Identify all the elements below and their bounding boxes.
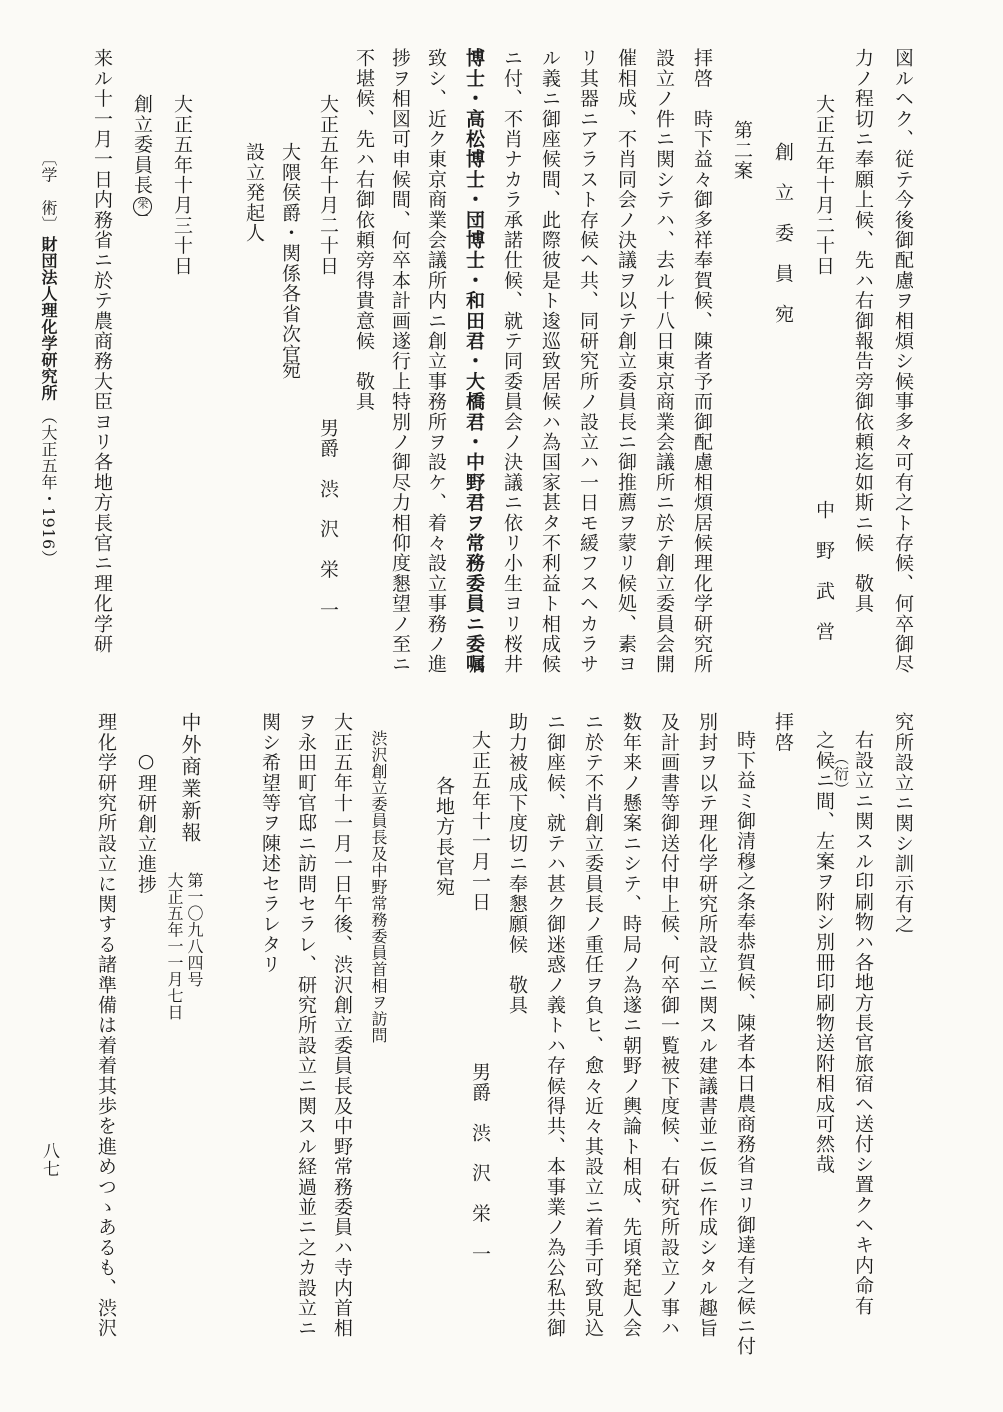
upper-col-17-to: 宛 xyxy=(279,360,301,381)
seal-mark: 栄一 xyxy=(133,197,152,216)
upper-col-10: ル義ニ御座候間、此際彼是ト逡巡致居候ハ為国家甚タ不利益ト相成候 xyxy=(539,48,561,675)
upper-col-3-signature: 中 野 武 営 xyxy=(813,500,835,642)
upper-col-17-recipients: 大隈侯爵・関係各省次官 xyxy=(279,142,301,365)
lower-col-5: 時下益ミ御清穆之条奉恭賀候、陳者本日農商務省ヨリ御達有之候ニ付 xyxy=(734,730,756,1357)
lower-col-6: 別封ヲ以テ理化学研究所設立ニ関スル建議書並ニ仮ニ作成シタル趣旨 xyxy=(696,712,718,1339)
lower-col-16: ヲ永田町官邸ニ訪問セラレ、研究所設立ニ関スル経過並ニ之カ設立ニ xyxy=(295,712,317,1339)
lower-col-19-article-title: ○理研創立進捗 xyxy=(135,750,157,895)
upper-col-16-signature: 男爵 渋 沢 栄 一 xyxy=(317,418,339,620)
lower-col-3-note: （衍） xyxy=(832,750,850,797)
upper-col-11: ニ付、不肖ナカラ承諾仕候、就テ同委員会ノ決議ニ依リ小生ヨリ桜井 xyxy=(501,48,523,675)
upper-col-15: 不堪候、先ハ右御依頼旁得貴意候 敬具 xyxy=(353,48,375,412)
lower-col-20: 理化学研究所設立に関する諸準備は着着其歩を進めつゝあるも、渋沢 xyxy=(95,712,117,1339)
lower-col-7: 及計画書等御送付申上候、何卒御一覧被下度候、右研究所設立ノ事ハ xyxy=(658,712,680,1339)
upper-col-9: リ其器ニアラスト存候ヘ共、同研究所ノ設立ハ一日モ緩フスヘカラサ xyxy=(577,48,599,675)
chairman-title: 創立委員長 xyxy=(131,94,153,195)
upper-col-2: 力ノ程切ニ奉願上候、先ハ右御報告旁御依頼迄如斯ニ候 敬具 xyxy=(852,48,874,614)
upper-col-1: 図ルヘク、従テ今後御配慮ヲ相煩シ候事多々可有之ト存候、何卒御尽 xyxy=(892,48,914,675)
lower-col-17: 関シ希望等ヲ陳述セラレタリ xyxy=(259,712,281,975)
upper-col-6: 拝啓 時下益々御多祥奉賀候、陳者予而御配慮相煩居候理化学研究所 xyxy=(691,48,713,675)
lower-col-11: 助力被成下度切ニ奉懇願候 敬具 xyxy=(506,712,528,1015)
newspaper-name: 中外商業新報 xyxy=(178,712,202,844)
upper-col-16-date: 大正五年十月二十日 xyxy=(317,94,339,276)
upper-col-18: 設立発起人 xyxy=(243,142,265,243)
upper-col-21: 来ル十一月一日内務省ニ於テ農商務大臣ヨリ各地方長官ニ理化学研 xyxy=(91,48,113,654)
lower-col-12-signature: 男爵 渋 沢 栄 一 xyxy=(469,1062,491,1264)
page-number: 八七 xyxy=(39,1142,59,1179)
upper-col-20-title xyxy=(131,94,153,223)
lower-col-14-heading: 渋沢創立委員長及中野常務委員首相ヲ訪問 xyxy=(369,730,388,1044)
upper-col-12: 博士・高松博士・団博士・和田君・大橋君・中野君ヲ常務委員ニ委嘱 xyxy=(463,48,485,675)
upper-col-4-addressee: 創 立 委 員 宛 xyxy=(772,142,794,324)
upper-col-8: 催相成、不肖同会ノ決議ヲ以テ創立委員長ニ御推薦ヲ蒙リ候処、素ヨ xyxy=(615,48,637,675)
lower-col-13-addressee: 各地方長官宛 xyxy=(433,776,455,898)
upper-col-7: 設立ノ件ニ関シテハ、去ル十八日東京商業会議所ニ於テ創立委員会開 xyxy=(653,48,675,675)
lower-col-10: ニ御座候、就テハ甚ク御迷惑ノ義トハ存候得共、本事業ノ為公私共御 xyxy=(544,712,566,1339)
lower-col-1: 究所設立ニ関シ訓示有之 xyxy=(892,712,914,935)
lower-col-3: 之候ニ間、左案ヲ附シ別冊印刷物送附相成可然哉 xyxy=(813,730,835,1175)
lower-col-15: 大正五年十一月一日午後、渋沢創立委員長及中野常務委員ハ寺内首相 xyxy=(331,712,353,1339)
footer-org: 財団法人理化学研究所 xyxy=(39,236,58,401)
lower-col-9: ニ於テ不肖創立委員長ノ重任ヲ負ヒ、愈々近々其設立ニ着手可致見込 xyxy=(582,712,604,1339)
footer-era: （大正五年・1916） xyxy=(39,408,58,567)
upper-col-19-date: 大正五年十月三十日 xyxy=(171,94,193,276)
upper-col-5-draft-label: 第二案 xyxy=(731,120,753,181)
lower-col-4: 拝啓 xyxy=(772,712,794,753)
lower-col-2: 右設立ニ関スル印刷物ハ各地方長官旅宿ヘ送付シ置クヘキ内命有 xyxy=(852,730,874,1316)
lower-col-8: 数年来ノ懸案ニシテ、時局ノ為遂ニ朝野ノ輿論ト相成、先頃発起人会 xyxy=(620,712,642,1339)
footer-section: 〔学 術〕 xyxy=(39,150,58,233)
newspaper-issue: 第一〇九八四号 大正五年一一月七日 xyxy=(165,872,204,1021)
upper-col-3-date: 大正五年十月二十日 xyxy=(813,94,835,276)
upper-col-13: 致シ、近ク東京商業会議所内ニ創立事務所ヲ設ケ、着々設立事務ノ進 xyxy=(425,48,447,675)
lower-col-12-date: 大正五年十一月一日 xyxy=(469,730,491,912)
upper-col-14: 捗ヲ相図可申候間、何卒本計画遂行上特別ノ御尽力相仰度懇望ノ至ニ xyxy=(389,48,411,675)
